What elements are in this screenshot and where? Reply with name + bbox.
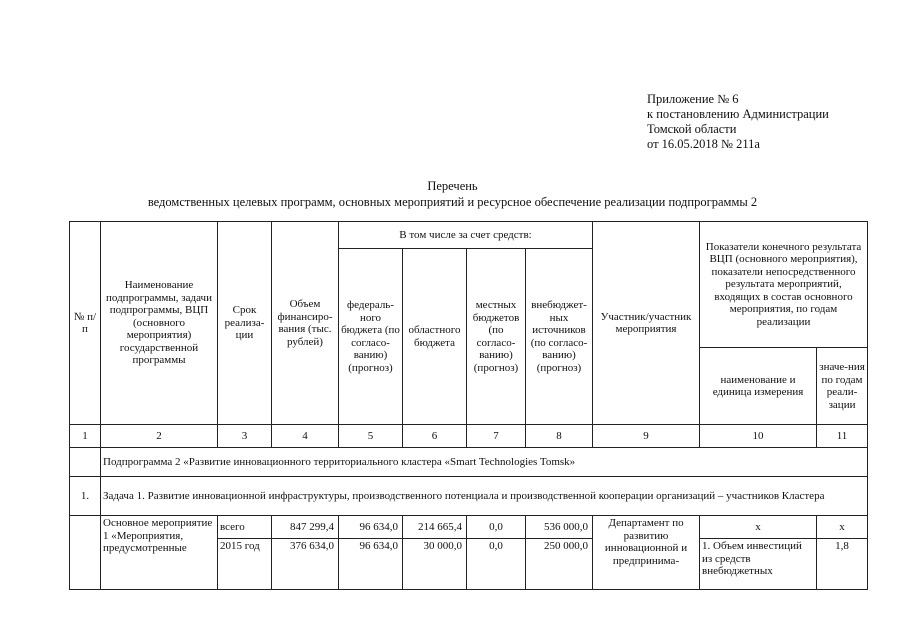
cell-ind-value: 1,8 bbox=[817, 539, 868, 590]
appendix-line: Томской области bbox=[647, 122, 737, 136]
cell-ind-value: х bbox=[817, 516, 868, 539]
header-ind-values: значе-ния по годам реали-зации bbox=[817, 348, 868, 425]
col-number: 3 bbox=[218, 425, 272, 448]
header-extra: внебюджет-ных источников (по согласо-ванию) (прогноз) bbox=[526, 249, 593, 425]
task-title: Задача 1. Развитие инновационной инфраструктуры, производственного потенциала и производственной кооперации организаций – участников Кластера bbox=[101, 477, 868, 516]
appendix-line: от 16.05.2018 № 211а bbox=[647, 137, 760, 151]
header-name: Наименование подпрограммы, задачи подпрограммы, ВЦП (основного мероприятия) государственной программы bbox=[101, 222, 218, 425]
cell-local: 0,0 bbox=[467, 516, 526, 539]
empty-cell bbox=[70, 448, 101, 477]
task-row bbox=[70, 477, 868, 516]
document-title: Перечень bbox=[427, 179, 478, 193]
header-ind-name: наименование и единица измерения bbox=[700, 348, 817, 425]
col-number: 1 bbox=[70, 425, 101, 448]
cell-federal: 96 634,0 bbox=[339, 539, 403, 590]
cell-volume: 376 634,0 bbox=[272, 539, 339, 590]
header-participant: Участник/участник мероприятия bbox=[593, 222, 700, 425]
header-incl: В том числе за счет средств: bbox=[339, 222, 593, 249]
activity-name: Основное мероприятие 1 «Мероприятия, предусмотренные bbox=[101, 516, 218, 590]
header-term: Срок реализа-ции bbox=[218, 222, 272, 425]
header-num: № п/п bbox=[70, 222, 101, 425]
col-number: 10 bbox=[700, 425, 817, 448]
column-number-row bbox=[70, 425, 868, 448]
header-row bbox=[70, 222, 868, 249]
cell-ind-name: х bbox=[700, 516, 817, 539]
subprogram-title: Подпрограмма 2 «Развитие инновационного территориального кластера «Smart Technologies Tomsk» bbox=[101, 448, 868, 477]
cell-term: всего bbox=[218, 516, 272, 539]
col-number: 4 bbox=[272, 425, 339, 448]
header-volume: Объем финансиро-вания (тыс. рублей) bbox=[272, 222, 339, 425]
cell-volume: 847 299,4 bbox=[272, 516, 339, 539]
appendix-line: Приложение № 6 bbox=[647, 92, 739, 106]
col-number: 9 bbox=[593, 425, 700, 448]
empty-cell bbox=[70, 516, 101, 590]
cell-federal: 96 634,0 bbox=[339, 516, 403, 539]
appendix-line: к постановлению Администрации bbox=[647, 107, 829, 121]
col-number: 2 bbox=[101, 425, 218, 448]
resource-table bbox=[69, 221, 868, 590]
cell-ind-name: 1. Объем инвестиций из средств внебюджетных bbox=[700, 539, 817, 590]
cell-regional: 214 665,4 bbox=[403, 516, 467, 539]
appendix-block bbox=[647, 92, 829, 152]
task-num: 1. bbox=[70, 477, 101, 516]
header-local: местных бюджетов (по согласо-ванию) (прогноз) bbox=[467, 249, 526, 425]
col-number: 6 bbox=[403, 425, 467, 448]
header-indicators: Показатели конечного результата ВЦП (основного мероприятия), показатели непосредственного результата мероприятий, входящих в состав основного мероприятия, по годам реализации bbox=[700, 222, 868, 348]
col-number: 8 bbox=[526, 425, 593, 448]
cell-regional: 30 000,0 bbox=[403, 539, 467, 590]
cell-extra: 250 000,0 bbox=[526, 539, 593, 590]
cell-term: 2015 год bbox=[218, 539, 272, 590]
activity-participant: Департамент по развитию инновационной и предпринима- bbox=[593, 516, 700, 590]
header-regional: областного бюджета bbox=[403, 249, 467, 425]
col-number: 5 bbox=[339, 425, 403, 448]
cell-local: 0,0 bbox=[467, 539, 526, 590]
document-subtitle: ведомственных целевых программ, основных мероприятий и ресурсное обеспечение реализации подпрограммы 2 bbox=[147, 195, 758, 209]
cell-extra: 536 000,0 bbox=[526, 516, 593, 539]
subprogram-row bbox=[70, 448, 868, 477]
col-number: 7 bbox=[467, 425, 526, 448]
header-federal: федераль-ного бюджета (по согласо-ванию) (прогноз) bbox=[339, 249, 403, 425]
data-row bbox=[70, 516, 868, 539]
col-number: 11 bbox=[817, 425, 868, 448]
